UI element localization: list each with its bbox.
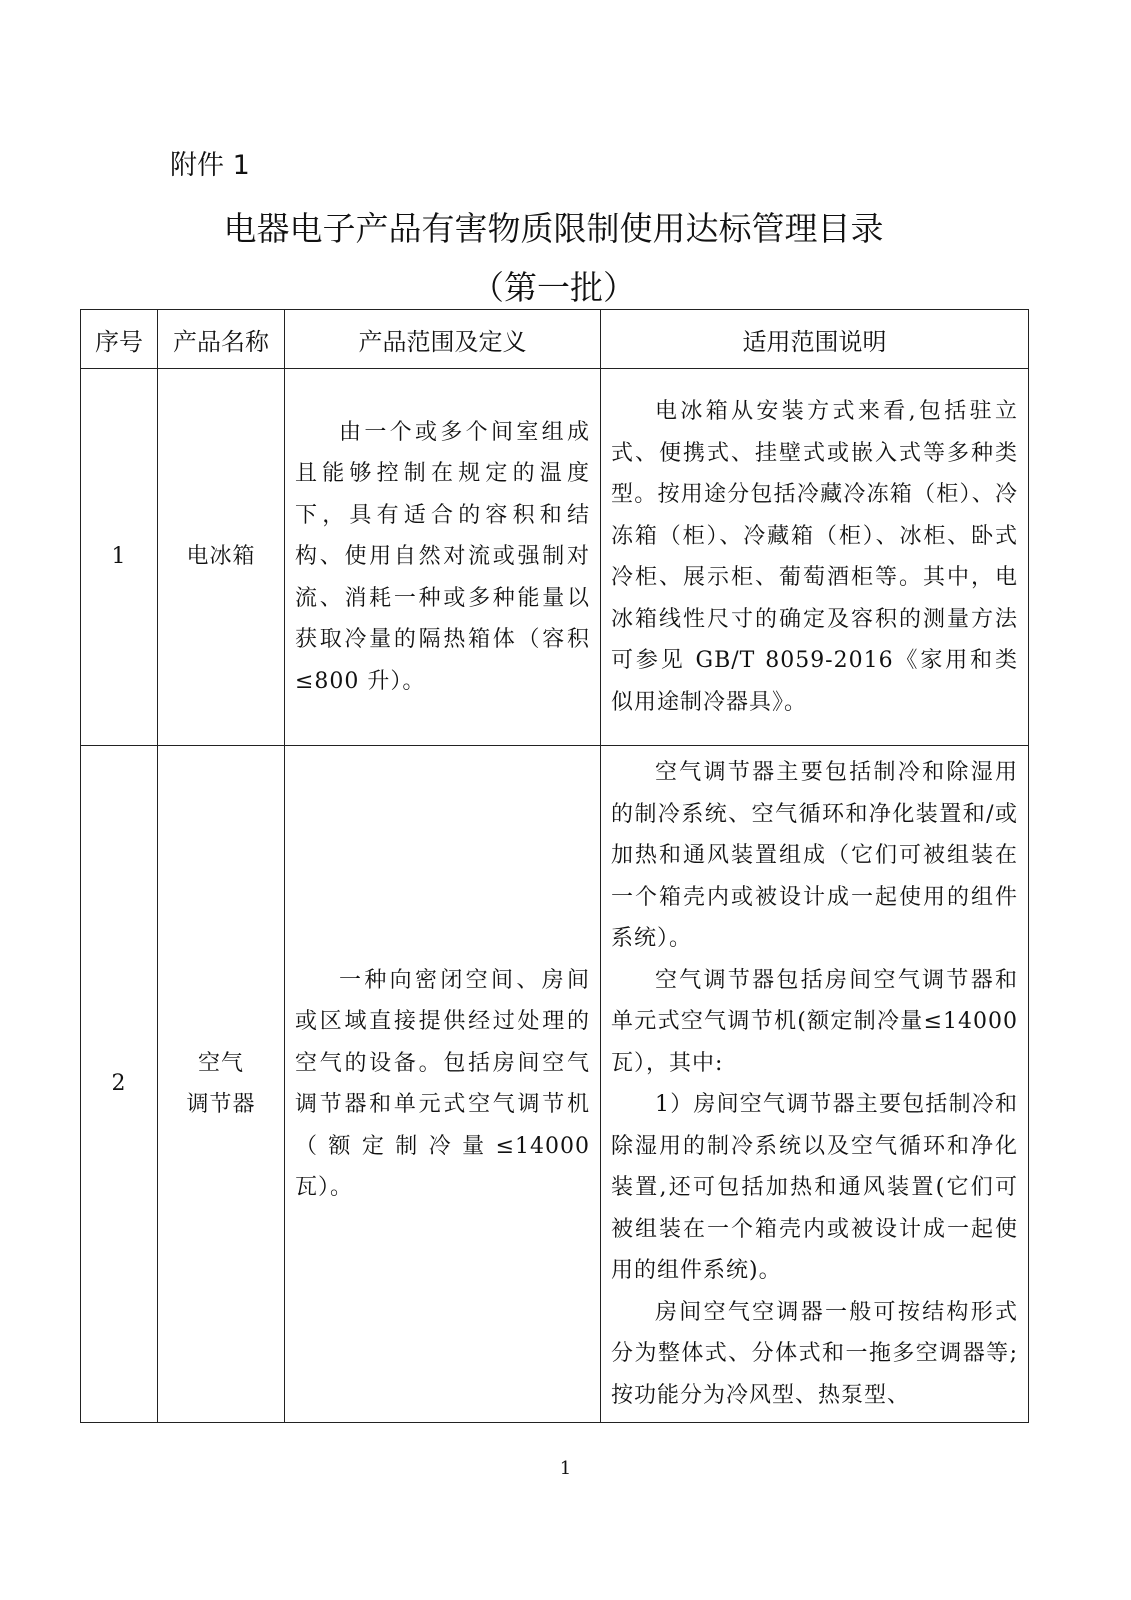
row-index: 1	[81, 369, 158, 746]
product-name	[158, 746, 285, 1423]
product-definition	[285, 746, 601, 1423]
scope-paragraph: 房间空气空调器一般可按结构形式分为整体式、分体式和一拖多空调器等;按功能分为冷风型、热泵型、	[611, 1299, 1018, 1408]
definition-text: 由一个或多个间室组成且能够控制在规定的温度下，具有适合的容积和结构、使用自然对流或强制对流、消耗一种或多种能量以获取冷量的隔热箱体（容积≤800 升）。	[295, 419, 590, 694]
column-header-name: 产品名称	[158, 310, 285, 369]
product-definition	[285, 369, 601, 746]
scope-paragraph: 空气调节器包括房间空气调节器和单元式空气调节机(额定制冷量≤14000 瓦），其中:	[611, 967, 1018, 1076]
scope-paragraph: 电冰箱从安装方式来看,包括驻立式、便携式、挂壁式或嵌入式等多种类型。按用途分包括冷藏冷冻箱（柜）、冷冻箱（柜）、冷藏箱（柜）、冰柜、卧式冷柜、展示柜、葡萄酒柜等。其中，电冰箱线性尺寸的确定及容积的测量方法可参见 GB/T 8059-2016《家用和类似用途制冷器具》。	[611, 399, 1018, 715]
table-header-row	[81, 310, 1029, 369]
column-header-index: 序号	[81, 310, 158, 369]
row-index: 2	[81, 746, 158, 1423]
product-name-line-2: 调节器	[186, 1092, 256, 1117]
catalog-table	[80, 309, 1029, 1423]
page-number: 1	[559, 1458, 572, 1479]
scope-paragraph: 空气调节器主要包括制冷和除湿用的制冷系统、空气循环和净化装置和/或加热和通风装置组成（它们可被组装在一个箱壳内或被设计成一起使用的组件系统）。	[611, 760, 1018, 951]
scope-description	[601, 746, 1029, 1423]
product-name-line-1: 空气	[197, 1050, 244, 1076]
scope-paragraph: 1）房间空气调节器主要包括制冷和除湿用的制冷系统以及空气循环和净化装置,还可包括加热和通风装置(它们可被组装在一个箱壳内或被设计成一起使用的组件系统)。	[611, 1092, 1018, 1283]
scope-description	[601, 369, 1029, 746]
document-title: 电器电子产品有害物质限制使用达标管理目录	[223, 209, 884, 248]
table-row	[81, 369, 1029, 746]
attachment-label: 附件 1	[170, 150, 250, 181]
product-name: 电冰箱	[158, 369, 285, 746]
table-row	[81, 746, 1029, 1423]
document-subtitle: （第一批）	[471, 268, 636, 307]
column-header-scope: 适用范围说明	[601, 310, 1029, 369]
definition-text: 一种向密闭空间、房间或区域直接提供经过处理的空气的设备。包括房间空气调节器和单元式空气调节机（额定制冷量≤14000 瓦）。	[295, 967, 590, 1200]
column-header-definition: 产品范围及定义	[285, 310, 601, 369]
